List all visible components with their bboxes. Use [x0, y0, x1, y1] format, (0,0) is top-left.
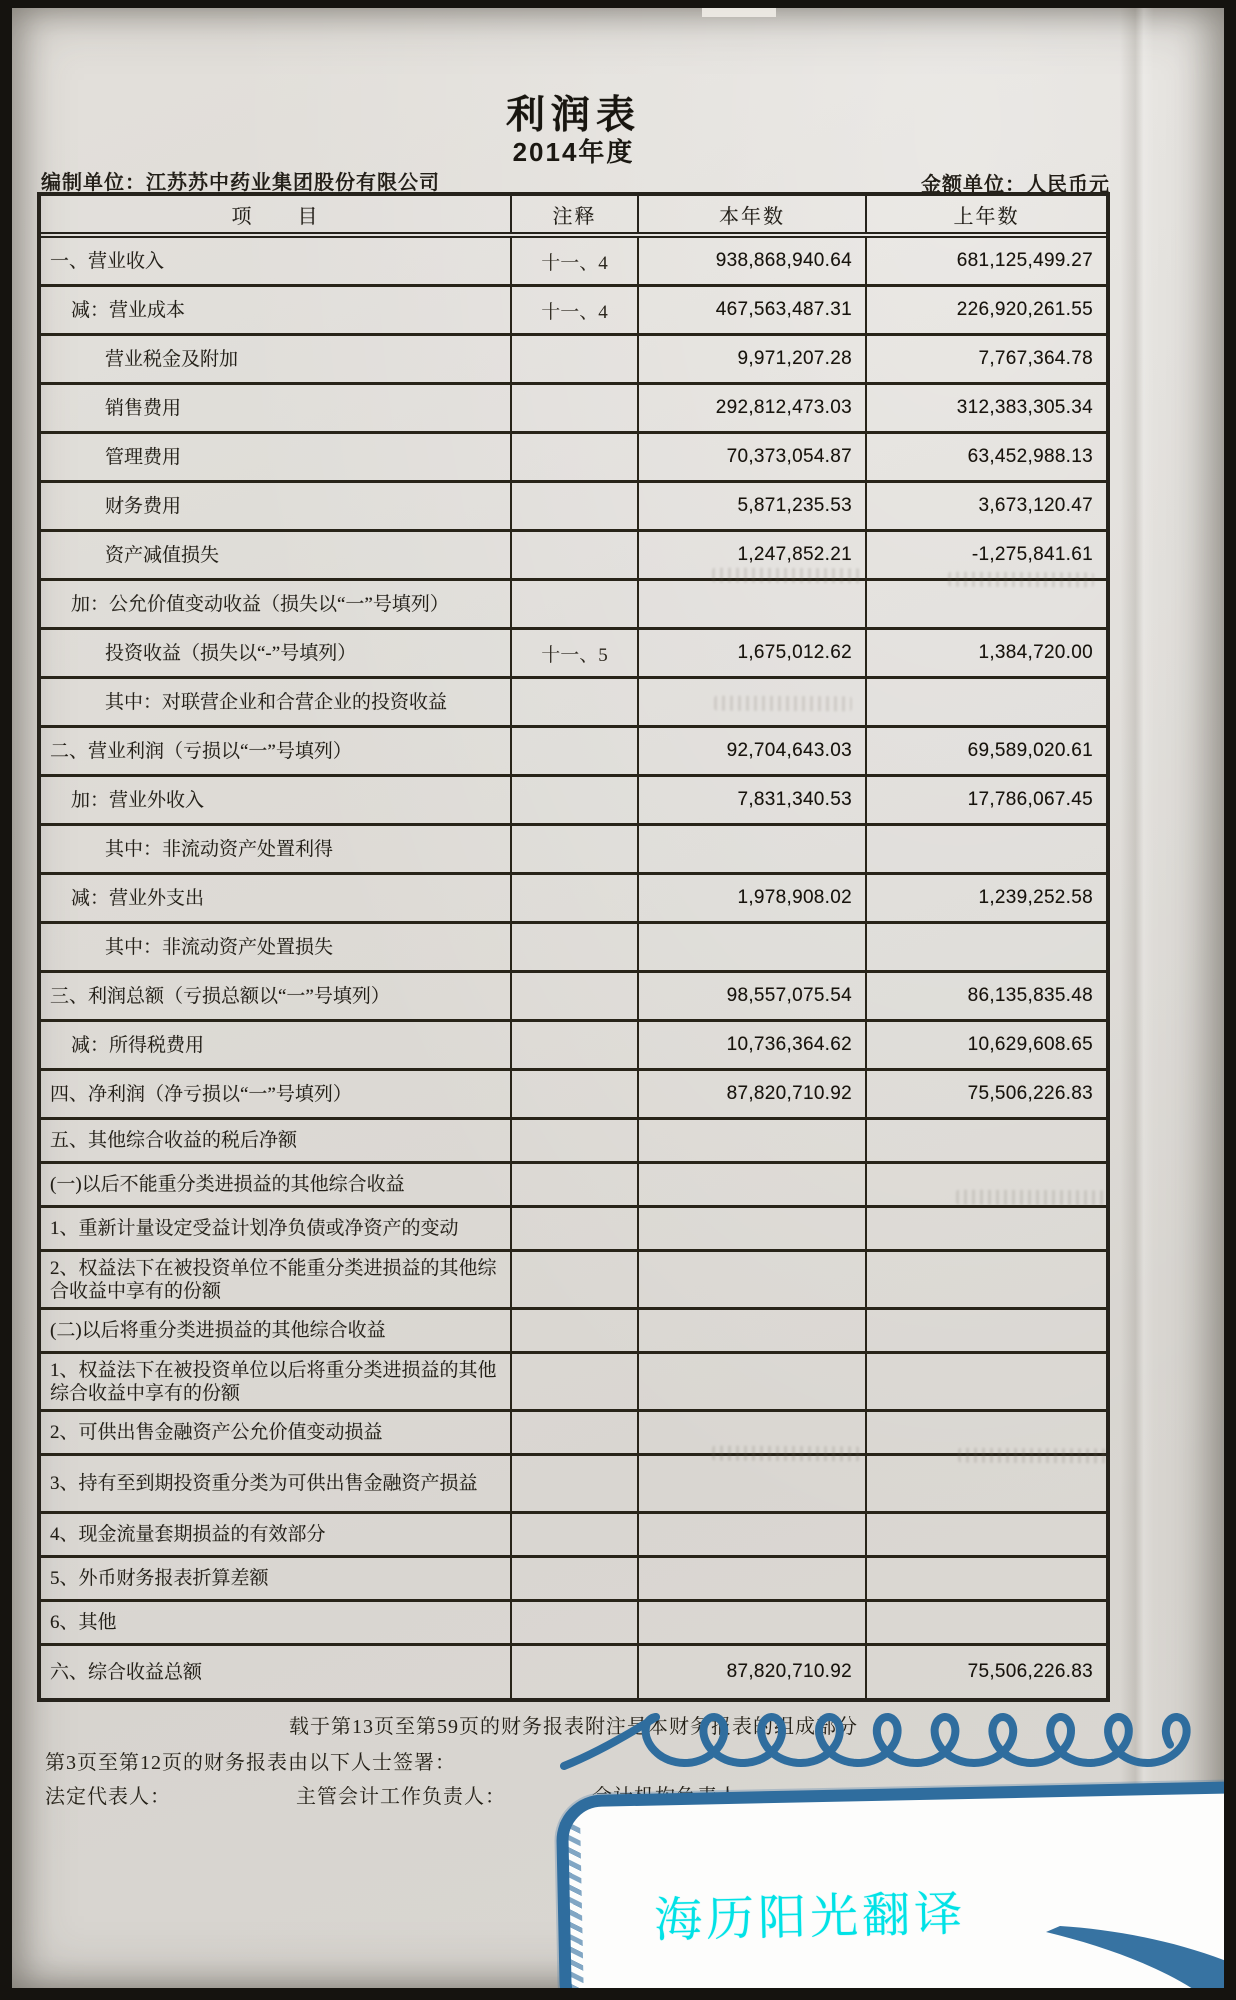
current-year-cell: 7,831,340.53 — [639, 777, 867, 823]
prior-year-cell — [867, 1558, 1106, 1599]
table-row — [41, 1164, 1106, 1208]
prior-year-cell: 69,589,020.61 — [967, 740, 1093, 761]
current-year-cell: 467,563,487.31 — [639, 287, 867, 333]
report-period: 2014年度 — [512, 137, 635, 167]
prior-year-cell — [867, 924, 1106, 970]
table-row — [41, 1071, 1106, 1120]
prior-year-cell — [867, 581, 1106, 627]
photo-edge-bottom — [0, 1988, 1236, 2000]
current-year-cell — [639, 1120, 867, 1161]
item-cell: 减：营业成本 — [41, 287, 512, 333]
current-year-cell — [639, 1558, 867, 1599]
show-through-artifact — [714, 696, 852, 712]
item-cell: (二)以后将重分类进损益的其他综合收益 — [41, 1310, 512, 1351]
item-cell: 一、营业收入 — [41, 238, 512, 284]
table-row — [41, 924, 1106, 973]
scanned-document-page — [12, 8, 1224, 1988]
prior-year-cell: 1,239,252.58 — [978, 887, 1093, 908]
note-cell — [512, 434, 639, 480]
prior-year-cell — [867, 826, 1106, 872]
item-cell: 加：营业外收入 — [41, 777, 512, 823]
note-cell — [512, 875, 639, 921]
table-row — [41, 1022, 1106, 1071]
item-cell: 4、现金流量套期损益的有效部分 — [41, 1514, 512, 1555]
signer-chief-accountant: 主管会计工作负责人： — [296, 1786, 506, 1808]
note-cell — [512, 581, 639, 627]
note-cell — [512, 679, 639, 725]
current-year-cell: 98,557,075.54 — [639, 973, 867, 1019]
photo-edge-top — [0, 0, 1236, 8]
item-cell: 管理费用 — [41, 434, 512, 480]
note-cell — [512, 532, 639, 578]
prior-year-cell: 86,135,835.48 — [967, 985, 1093, 1006]
current-year-cell: 1,978,908.02 — [639, 875, 867, 921]
table-row — [41, 826, 1106, 875]
prior-year-cell — [867, 679, 1106, 725]
table-row — [41, 1412, 1106, 1456]
prior-year-cell: 75,506,226.83 — [967, 1661, 1093, 1682]
table-row — [41, 875, 1106, 924]
current-year-cell: 5,871,235.53 — [639, 483, 867, 529]
header-item: 项 目 — [41, 196, 512, 232]
note-cell — [512, 1412, 639, 1453]
note-cell — [512, 1120, 639, 1161]
table-row — [41, 728, 1106, 777]
current-year-cell: 92,704,643.03 — [639, 728, 867, 774]
table-row — [41, 1120, 1106, 1164]
prior-year-cell: 63,452,988.13 — [967, 446, 1093, 467]
prior-year-cell — [867, 1252, 1106, 1307]
note-cell — [512, 385, 639, 431]
signer-legal-representative: 法定代表人： — [45, 1786, 171, 1808]
table-row — [41, 581, 1106, 630]
prior-year-cell: 312,383,305.34 — [956, 397, 1093, 418]
note-cell — [512, 1354, 639, 1409]
prior-year-cell: 1,384,720.00 — [978, 642, 1093, 663]
note-cell — [512, 777, 639, 823]
paper-crease — [1120, 8, 1154, 1988]
item-cell: 二、营业利润（亏损以“一”号填列） — [41, 728, 512, 774]
show-through-artifact — [712, 568, 862, 584]
prior-year-cell — [867, 1602, 1106, 1643]
current-year-cell — [639, 581, 867, 627]
note-cell: 十一、4 — [512, 238, 639, 284]
current-year-cell — [639, 826, 867, 872]
item-cell: 财务费用 — [41, 483, 512, 529]
note-cell — [512, 1456, 639, 1511]
table-row — [41, 385, 1106, 434]
item-cell: 5、外币财务报表折算差额 — [41, 1558, 512, 1599]
prior-year-cell: 10,629,608.65 — [967, 1034, 1093, 1055]
item-cell: 2、可供出售金融资产公允价值变动损益 — [41, 1412, 512, 1453]
paper-edge-notch — [702, 8, 776, 17]
note-cell — [512, 1071, 639, 1117]
table-row — [41, 434, 1106, 483]
note-cell — [512, 1558, 639, 1599]
current-year-cell — [639, 1252, 867, 1307]
table-row — [41, 630, 1106, 679]
show-through-artifact — [958, 1448, 1106, 1464]
table-row — [41, 1310, 1106, 1354]
show-through-artifact — [956, 1190, 1106, 1206]
table-row — [41, 1252, 1106, 1310]
prior-year-cell — [867, 1354, 1106, 1409]
notes-reference-line: 载于第13页至第59页的财务报表附注是本财务报表的组成部分 — [289, 1716, 858, 1738]
prior-year-cell — [867, 1120, 1106, 1161]
income-table-body — [41, 238, 1106, 1698]
signature-note-line: 第3页至第12页的财务报表由以下人士签署： — [45, 1752, 456, 1774]
note-cell — [512, 1252, 639, 1307]
item-cell: 其中：对联营企业和合营企业的投资收益 — [41, 679, 512, 725]
table-row — [41, 238, 1106, 287]
table-row — [41, 483, 1106, 532]
note-cell — [512, 336, 639, 382]
note-cell: 十一、4 — [512, 287, 639, 333]
current-year-cell — [639, 1310, 867, 1351]
item-cell: 三、利润总额（亏损总额以“一”号填列） — [41, 973, 512, 1019]
note-cell — [512, 1310, 639, 1351]
note-cell — [512, 1514, 639, 1555]
header-current-year: 本年数 — [639, 196, 867, 232]
item-cell: 投资收益（损失以“-”号填列） — [41, 630, 512, 676]
page-title: 利润表 — [505, 94, 641, 137]
table-row — [41, 336, 1106, 385]
current-year-cell: 1,675,012.62 — [639, 630, 867, 676]
prepared-by: 编制单位：江苏苏中药业集团股份有限公司 — [41, 172, 440, 194]
item-cell: 资产减值损失 — [41, 532, 512, 578]
current-year-cell: 938,868,940.64 — [639, 238, 867, 284]
doodle-loops-icon — [560, 1700, 1224, 1778]
photo-edge-left — [0, 0, 12, 2000]
table-row — [41, 777, 1106, 826]
note-cell — [512, 973, 639, 1019]
currency-unit-note: 金额单位：人民币元 — [921, 174, 1110, 196]
current-year-cell: 10,736,364.62 — [639, 1022, 867, 1068]
current-year-cell: 70,373,054.87 — [639, 434, 867, 480]
current-year-cell: 87,820,710.92 — [639, 1646, 867, 1698]
prior-year-cell — [867, 1456, 1106, 1511]
note-cell — [512, 1208, 639, 1249]
translation-watermark: 海历阳光翻译 — [653, 1888, 967, 1948]
prior-year-cell — [867, 1310, 1106, 1351]
current-year-cell — [639, 1354, 867, 1409]
prior-year-cell: 17,786,067.45 — [967, 789, 1093, 810]
prior-year-cell: 7,767,364.78 — [978, 348, 1093, 369]
current-year-cell — [639, 1164, 867, 1205]
table-row — [41, 1558, 1106, 1602]
table-row — [41, 1456, 1106, 1514]
prior-year-cell: 226,920,261.55 — [956, 299, 1093, 320]
item-cell: 五、其他综合收益的税后净额 — [41, 1120, 512, 1161]
note-cell — [512, 826, 639, 872]
prior-year-cell: -1,275,841.61 — [971, 544, 1093, 565]
income-statement-table — [37, 192, 1110, 1702]
current-year-cell: 87,820,710.92 — [639, 1071, 867, 1117]
current-year-cell — [639, 1456, 867, 1511]
note-cell — [512, 483, 639, 529]
note-cell — [512, 1164, 639, 1205]
prior-year-cell: 681,125,499.27 — [956, 250, 1093, 271]
table-row — [41, 1646, 1106, 1698]
photo-edge-right — [1224, 0, 1236, 2000]
prior-year-cell: 75,506,226.83 — [967, 1083, 1093, 1104]
table-row — [41, 679, 1106, 728]
current-year-cell — [639, 1602, 867, 1643]
item-cell: 加：公允价值变动收益（损失以“一”号填列） — [41, 581, 512, 627]
table-row — [41, 1514, 1106, 1558]
item-cell: 2、权益法下在被投资单位不能重分类进损益的其他综合收益中享有的份额 — [41, 1252, 512, 1307]
note-cell: 十一、5 — [512, 630, 639, 676]
header-prior-year: 上年数 — [953, 205, 1020, 228]
prior-year-cell — [867, 1208, 1106, 1249]
current-year-cell — [639, 924, 867, 970]
table-row — [41, 532, 1106, 581]
show-through-artifact — [948, 572, 1094, 588]
current-year-cell: 9,971,207.28 — [639, 336, 867, 382]
item-cell: 销售费用 — [41, 385, 512, 431]
note-cell — [512, 728, 639, 774]
item-cell: 其中：非流动资产处置利得 — [41, 826, 512, 872]
item-cell: 1、权益法下在被投资单位以后将重分类进损益的其他综合收益中享有的份额 — [41, 1354, 512, 1409]
item-cell: 3、持有至到期投资重分类为可供出售金融资产损益 — [41, 1456, 512, 1511]
current-year-cell — [639, 1208, 867, 1249]
item-cell: 6、其他 — [41, 1602, 512, 1643]
header-note: 注释 — [512, 196, 639, 232]
show-through-artifact — [712, 1446, 860, 1462]
item-cell: 减：营业外支出 — [41, 875, 512, 921]
table-row — [41, 1354, 1106, 1412]
item-cell: 1、重新计量设定受益计划净负债或净资产的变动 — [41, 1208, 512, 1249]
table-row — [41, 973, 1106, 1022]
note-cell — [512, 924, 639, 970]
table-row — [41, 287, 1106, 336]
current-year-cell: 1,247,852.21 — [639, 532, 867, 578]
current-year-cell: 292,812,473.03 — [639, 385, 867, 431]
table-row — [41, 1208, 1106, 1252]
item-cell: 营业税金及附加 — [41, 336, 512, 382]
note-cell — [512, 1646, 639, 1698]
note-cell — [512, 1022, 639, 1068]
bubble-tail-icon — [1038, 1926, 1224, 1988]
item-cell: 四、净利润（净亏损以“一”号填列） — [41, 1071, 512, 1117]
table-row — [41, 1602, 1106, 1646]
prior-year-cell — [867, 1514, 1106, 1555]
note-cell — [512, 1602, 639, 1643]
prior-year-cell: 3,673,120.47 — [978, 495, 1093, 516]
item-cell: 六、综合收益总额 — [41, 1646, 512, 1698]
table-header-row — [41, 196, 1106, 238]
item-cell: (一)以后不能重分类进损益的其他综合收益 — [41, 1164, 512, 1205]
current-year-cell — [639, 1514, 867, 1555]
item-cell: 减：所得税费用 — [41, 1022, 512, 1068]
item-cell: 其中：非流动资产处置损失 — [41, 924, 512, 970]
